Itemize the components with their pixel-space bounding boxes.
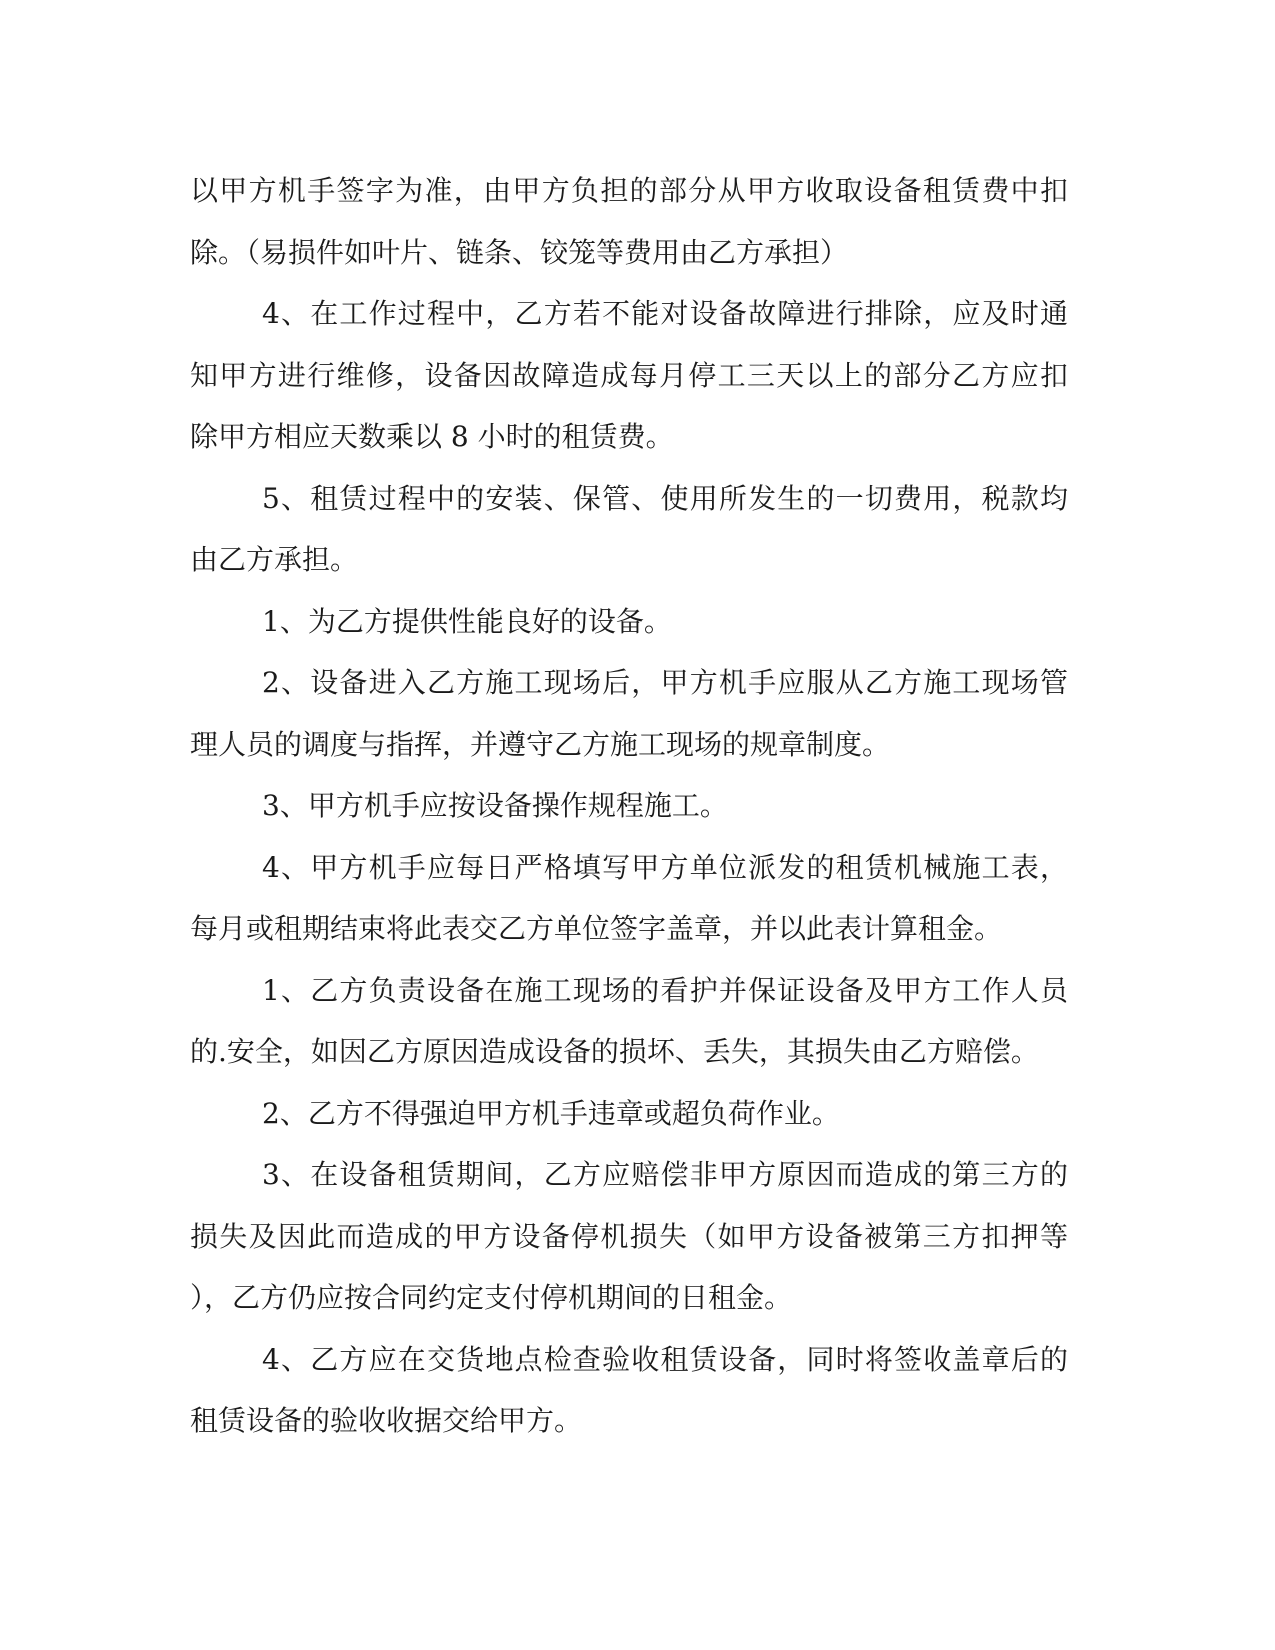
text-line: 2、设备进入乙方施工现场后，甲方机手应服从乙方施工现场管: [262, 666, 1068, 699]
document-body: [190, 160, 1068, 1452]
text-line: 损失及因此而造成的甲方设备停机损失（如甲方设备被第三方扣押等: [190, 1219, 1068, 1253]
text-line: 1、乙方负责设备在施工现场的看护并保证设备及甲方工作人员: [262, 973, 1068, 1007]
text-line: 的.安全，如因乙方原因造成设备的损坏、丢失，其损失由乙方赔偿。: [190, 1035, 1039, 1068]
text-line: 知甲方进行维修，设备因故障造成每月停工三天以上的部分乙方应扣: [190, 358, 1068, 392]
text-line: ），乙方仍应按合同约定支付停机期间的日租金。: [190, 1281, 793, 1314]
text-line: 以甲方机手签字为准，由甲方负担的部分从甲方收取设备租赁费中扣: [190, 174, 1068, 207]
text-line: 除甲方相应天数乘以 8 小时的租赁费。: [190, 420, 674, 453]
text-line: 由乙方承担。: [190, 543, 359, 576]
text-line: 3、在设备租赁期间，乙方应赔偿非甲方原因而造成的第三方的: [262, 1158, 1068, 1191]
text-line: 4、甲方机手应每日严格填写甲方单位派发的租赁机械施工表，: [262, 850, 1068, 884]
text-line: 4、乙方应在交货地点检查验收租赁设备，同时将签收盖章后的: [262, 1342, 1068, 1376]
text-line: 1、为乙方提供性能良好的设备。: [262, 604, 672, 638]
text-line: 租赁设备的验收收据交给甲方。: [190, 1404, 583, 1437]
text-line: 5、租赁过程中的安装、保管、使用所发生的一切费用，税款均: [262, 481, 1068, 515]
text-line: 理人员的调度与指挥，并遵守乙方施工现场的规章制度。: [190, 727, 891, 761]
text-line: 2、乙方不得强迫甲方机手违章或超负荷作业。: [262, 1096, 840, 1130]
text-line: 4、在工作过程中，乙方若不能对设备故障进行排除，应及时通: [262, 297, 1068, 330]
text-line: 3、甲方机手应按设备操作规程施工。: [262, 789, 728, 822]
text-line: 每月或租期结束将此表交乙方单位签字盖章，并以此表计算租金。: [190, 912, 1003, 945]
text-line: 除。（易损件如叶片、链条、铰笼等费用由乙方承担）: [190, 235, 849, 269]
